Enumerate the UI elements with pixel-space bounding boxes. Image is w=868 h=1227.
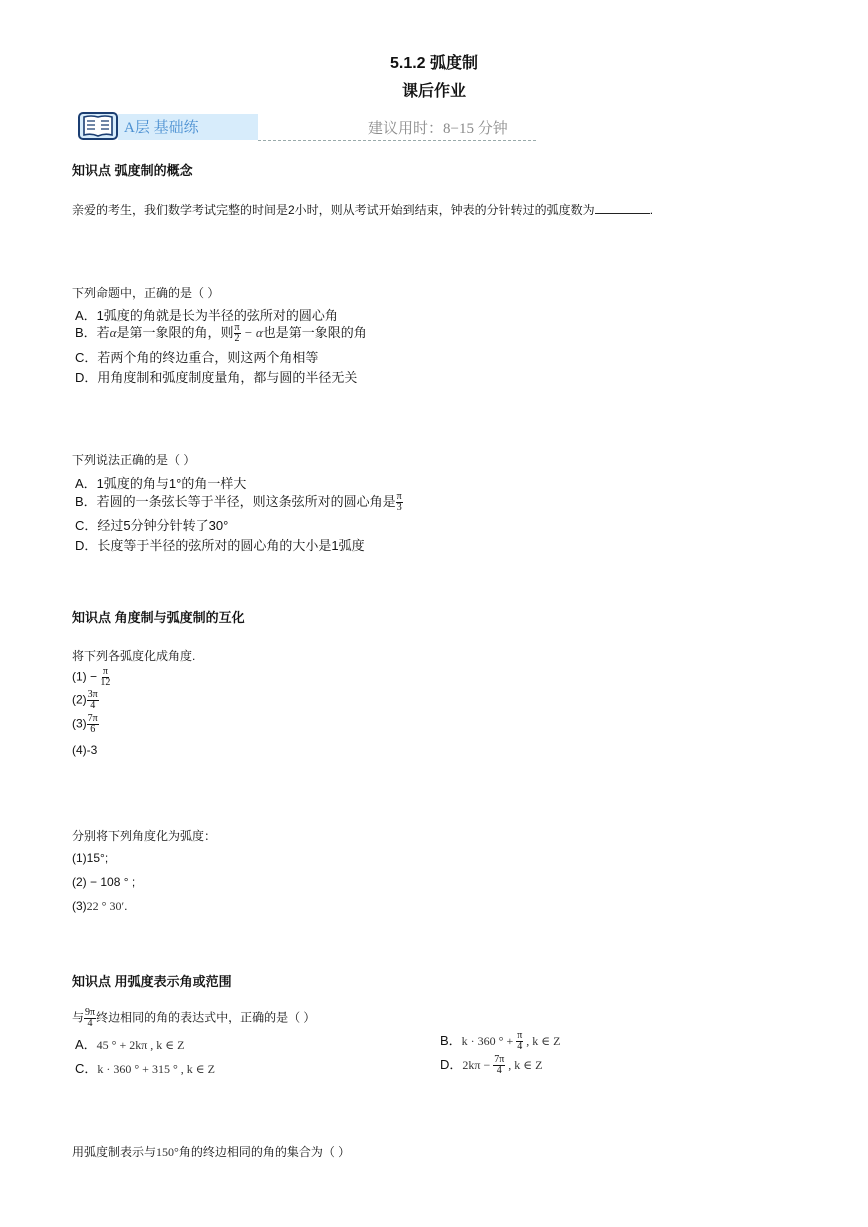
- option-label: D．: [440, 1057, 463, 1072]
- option-c[interactable]: C．若两个角的终边重合，则这两个角相等: [75, 350, 319, 365]
- option-label: A．: [75, 1037, 97, 1052]
- question-4-stem: 将下列各弧度化成角度.: [72, 649, 196, 663]
- option-expression: 45 ° + 2kπ , k ∈ Z: [96, 1038, 185, 1052]
- fraction: [493, 1055, 505, 1076]
- stem-text: 用弧度制表示与: [72, 1145, 157, 1159]
- question-6-stem: [72, 1008, 315, 1029]
- option-a[interactable]: A．1弧度的角就是长为半径的弦所对的圆心角: [75, 308, 338, 323]
- numerator: π: [396, 491, 402, 503]
- item-3: [72, 714, 99, 735]
- item-label: (2): [72, 692, 87, 707]
- option-a[interactable]: [75, 1034, 185, 1053]
- option-b[interactable]: [75, 322, 367, 344]
- option-text: 是第一象限的角，则: [116, 325, 234, 340]
- alpha-symbol: α: [109, 325, 117, 340]
- denominator: 6: [90, 724, 96, 735]
- fraction: [100, 667, 110, 688]
- option-d[interactable]: D．长度等于半径的弦所对的圆心角的大小是1弧度: [75, 538, 365, 553]
- question-5-stem: 分别将下列角度化为弧度：: [72, 829, 217, 843]
- question-2-stem: 下列命题中，正确的是（ ）: [72, 286, 220, 300]
- item-1: [72, 667, 110, 688]
- fraction: [87, 714, 99, 735]
- page-subtitle: 课后作业: [401, 83, 466, 100]
- stem-text: 角的终边相同的角的集合为（ ）: [178, 1145, 351, 1159]
- item-2: (2) − 108 ° ;: [72, 875, 136, 889]
- option-expression: 2kπ −: [462, 1058, 494, 1072]
- item-end: .: [124, 899, 128, 913]
- minus-sign: −: [86, 669, 101, 684]
- question-3-stem: 下列说法正确的是（ ）: [72, 453, 196, 467]
- denominator: 4: [496, 1065, 502, 1077]
- option-expression: k · 360 ° + 315 ° , k ∈ Z: [97, 1062, 215, 1076]
- numerator: 3π: [87, 689, 98, 700]
- fraction: [234, 323, 241, 344]
- option-expression: k · 360 ° +: [461, 1034, 517, 1048]
- fraction: [84, 1008, 96, 1029]
- section-heading: 知识点 用弧度表示角或范围: [72, 974, 232, 989]
- numerator: π: [234, 322, 240, 334]
- option-expression: , k ∈ Z: [505, 1058, 543, 1072]
- option-text: 也是第一象限的角: [262, 325, 367, 340]
- option-d[interactable]: D．用角度制和弧度制度量角，都与圆的半径无关: [75, 370, 358, 385]
- denominator: 12: [100, 677, 111, 688]
- level-label: A层 基础练: [124, 120, 199, 136]
- section-heading: 知识点 弧度制的概念: [72, 163, 193, 178]
- option-label: B．: [440, 1033, 462, 1048]
- denominator: 4: [90, 700, 96, 711]
- section-heading: 知识点 角度制与弧度制的互化: [72, 610, 245, 625]
- question-text: 亲爱的考生，我们数学考试完整的时间是2小时，则从考试开始到结束，钟表的分针转过的弧度数为: [72, 203, 595, 217]
- page-title: 5.1.2 弧度制: [389, 55, 479, 72]
- denominator: 4: [517, 1041, 523, 1053]
- angle-value: 22 ° 30′: [86, 899, 125, 913]
- option-expression: , k ∈ Z: [523, 1034, 561, 1048]
- item-label: (1): [72, 669, 87, 684]
- numerator: 9π: [85, 1007, 96, 1018]
- option-b[interactable]: [440, 1030, 561, 1052]
- question-end: .: [649, 203, 654, 217]
- option-d[interactable]: [440, 1054, 543, 1076]
- item-label: (3): [72, 899, 87, 913]
- item-label: (3): [72, 716, 87, 731]
- item-4: (4)-3: [72, 743, 98, 757]
- question-1: [72, 201, 653, 218]
- numerator: π: [517, 1030, 523, 1042]
- denominator: 2: [234, 333, 240, 345]
- divider: [258, 140, 536, 141]
- angle-value: 150°: [156, 1145, 179, 1159]
- option-c[interactable]: [75, 1058, 215, 1077]
- answer-blank[interactable]: [595, 201, 650, 214]
- fraction: [87, 690, 99, 711]
- numerator: 7π: [87, 713, 98, 724]
- option-text: B．若: [75, 325, 110, 340]
- numerator: 7π: [494, 1054, 505, 1066]
- numerator: π: [102, 666, 108, 677]
- suggested-time: 建议用时：8−15 分钟: [368, 121, 508, 137]
- denominator: 4: [87, 1018, 93, 1029]
- option-b[interactable]: [75, 491, 403, 513]
- option-label: C．: [75, 1061, 98, 1076]
- item-3: [72, 899, 127, 914]
- option-c[interactable]: C．经过5分钟分针转了30°: [75, 518, 229, 533]
- denominator: 3: [396, 502, 402, 514]
- question-7-stem: [72, 1143, 350, 1160]
- item-1: (1)15°;: [72, 851, 109, 865]
- book-icon: [78, 111, 118, 141]
- option-a[interactable]: A．1弧度的角与1°的角一样大: [75, 476, 247, 491]
- minus-alpha: − α: [240, 325, 263, 340]
- option-text: B．若圆的一条弦长等于半径，则这条弦所对的圆心角是: [75, 494, 396, 509]
- fraction: [396, 492, 403, 513]
- item-2: [72, 690, 99, 711]
- stem-text: 终边相同的角的表达式中，正确的是（ ）: [96, 1010, 316, 1025]
- stem-text: 与: [72, 1010, 85, 1025]
